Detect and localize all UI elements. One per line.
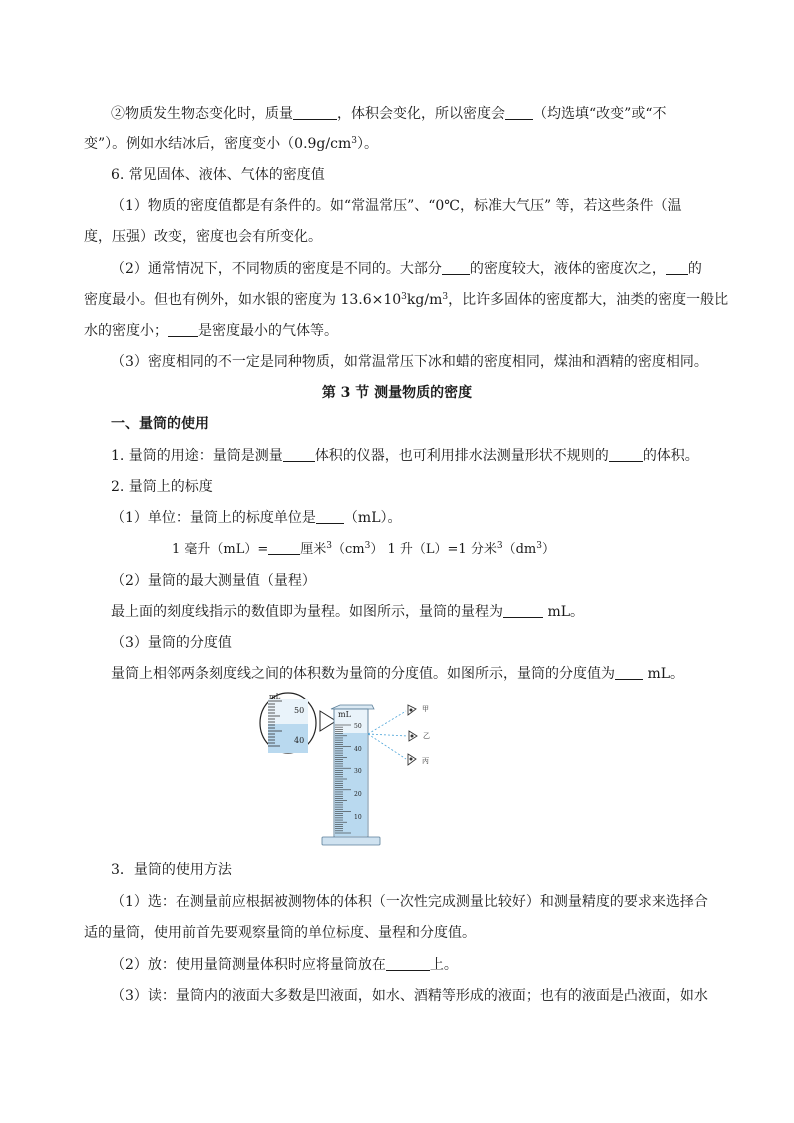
tick-label: 50 <box>354 723 362 730</box>
text: 水的密度小； <box>84 323 168 339</box>
paragraph-same-density: （3）密度相同的不一定是同种物质，如常温常压下冰和蜡的密度相同，煤油和酒精的密度相同。 <box>111 354 708 370</box>
paragraph-unit-conversion <box>172 540 794 560</box>
paragraph-density-differs-cont2 <box>84 321 714 341</box>
text: 量筒上相邻两条刻度线之间的体积数为量筒的分度值。如图所示，量筒的分度值为 <box>111 666 615 682</box>
section-title: 第 3 节 测量物质的密度 <box>321 385 473 401</box>
superscript: 3 <box>496 541 503 551</box>
tick-label: 10 <box>354 814 362 821</box>
fill-blank[interactable] <box>386 956 430 971</box>
text: 变”）。例如水结冰后，密度变小（0.9g/cm <box>84 136 352 152</box>
text: mL。 <box>643 666 685 682</box>
eye-label: 丙 <box>422 757 429 765</box>
heading-division-value: （3）量筒的分度值 <box>111 635 232 651</box>
text: ，体积会变化，所以密度会 <box>337 106 505 122</box>
paragraph-select: （1）选：在测量前应根据被测物体的体积（一次性完成测量比较好）和测量精度的要求来选择合 <box>111 894 708 910</box>
superscript: 3 <box>364 541 371 551</box>
graduated-cylinder-figure <box>258 691 468 851</box>
fill-blank[interactable] <box>316 509 344 524</box>
fill-blank[interactable] <box>503 603 543 618</box>
text: ）。 <box>356 136 378 152</box>
zoom-bubble <box>260 693 336 753</box>
text: （2）通常情况下，不同物质的密度是不同的。大部分 <box>111 261 442 277</box>
fill-blank[interactable] <box>283 447 315 462</box>
paragraph-density-differs <box>111 259 741 279</box>
tick-label: 20 <box>354 791 362 798</box>
tick-label: 30 <box>354 768 362 775</box>
text: （均选填“改变”或“不 <box>533 106 667 122</box>
superscript: 3 <box>326 541 333 551</box>
text: 的体积。 <box>642 448 699 464</box>
fill-blank[interactable] <box>168 322 198 337</box>
fill-blank[interactable] <box>505 105 533 120</box>
text: （1）单位：量筒上的标度单位是 <box>111 510 316 526</box>
paragraph-density-conditions-cont: 度，压强）改变，密度也会有所变化。 <box>84 229 322 245</box>
paragraph-unit <box>111 508 741 528</box>
fill-blank[interactable] <box>609 447 643 462</box>
fill-blank[interactable] <box>268 540 300 555</box>
fill-blank[interactable] <box>666 260 688 275</box>
text: kg/m <box>406 292 443 308</box>
heading-range: （2）量筒的最大测量值（量程） <box>111 573 316 589</box>
fill-blank[interactable] <box>293 105 337 120</box>
heading-graduated-cylinder: 一、量筒的使用 <box>111 416 209 432</box>
paragraph-state-change-cont <box>84 134 714 154</box>
eye-icon <box>409 731 417 741</box>
paragraph-read: （3）读：量筒内的液面大多数是凹液面，如水、酒精等形成的液面；也有的液面是凸液面，如水 <box>111 988 708 1004</box>
zoom-unit-label: mL <box>269 693 281 701</box>
superscript: 3 <box>401 292 407 302</box>
heading-common-density: 6. 常见固体、液体、气体的密度值 <box>111 167 325 183</box>
eye-label: 乙 <box>423 732 430 740</box>
text: 是密度最小的气体等。 <box>198 323 338 339</box>
text: （cm <box>332 542 365 557</box>
paragraph-density-differs-cont <box>84 290 729 310</box>
zoom-tick-label: 50 <box>294 706 305 715</box>
paragraph-division-value <box>111 664 741 684</box>
eye-icon <box>408 705 416 715</box>
text: ） 1 升（L）=1 分米 <box>370 542 497 557</box>
zoom-tick-label: 40 <box>294 736 305 745</box>
sight-lines <box>368 711 408 759</box>
eye-icon <box>408 754 416 765</box>
text: 上。 <box>429 957 458 973</box>
text: ②物质发生物态变化时，质量 <box>111 106 293 122</box>
superscript: 3 <box>351 136 357 146</box>
text: ，比许多固体的密度都大，油类的密度一般比 <box>448 292 729 308</box>
paragraph-density-conditions: （1）物质的密度值都是有条件的。如“常温常压”、“0℃，标准大气压” 等，若这些条件（温 <box>111 198 682 214</box>
fill-blank[interactable] <box>615 665 643 680</box>
fill-blank[interactable] <box>442 260 470 275</box>
paragraph-place <box>111 955 741 975</box>
cylinder <box>322 705 380 845</box>
paragraph-range <box>111 602 741 622</box>
paragraph-state-change <box>111 104 741 124</box>
text: mL。 <box>543 604 585 620</box>
superscript: 3 <box>536 541 542 551</box>
paragraph-select-cont: 适的量筒，使用前首先要观察量筒的单位标度、量程和分度值。 <box>84 925 476 941</box>
tick-label: 40 <box>354 746 362 753</box>
superscript: 3 <box>442 292 449 302</box>
text: 厘米 <box>300 542 327 557</box>
text: 最上面的刻度线指示的数值即为量程。如图所示，量筒的量程为 <box>111 604 503 620</box>
text: 1. 量筒的用途：量筒是测量 <box>111 448 283 464</box>
text: （mL）。 <box>343 510 402 526</box>
text: 密度最小。但也有例外，如水银的密度为 13.6×10 <box>84 292 402 308</box>
eye-label: 甲 <box>422 705 429 713</box>
heading-cylinder-scale: 2. 量筒上的标度 <box>111 479 213 495</box>
text: 的 <box>687 261 702 277</box>
text: 1 毫升（mL）= <box>172 542 269 557</box>
text: （2）放：使用量筒测量体积时应将量筒放在 <box>111 957 386 973</box>
text: 体积的仪器，也可利用排水法测量形状不规则的 <box>314 448 609 464</box>
text: ） <box>541 542 555 557</box>
text: 的密度较大，液体的密度次之， <box>469 261 666 277</box>
text: （dm <box>502 542 537 557</box>
heading-usage-method: 3．量筒的使用方法 <box>111 862 232 878</box>
paragraph-cylinder-purpose <box>111 446 741 466</box>
cylinder-unit-label: mL <box>338 710 351 719</box>
